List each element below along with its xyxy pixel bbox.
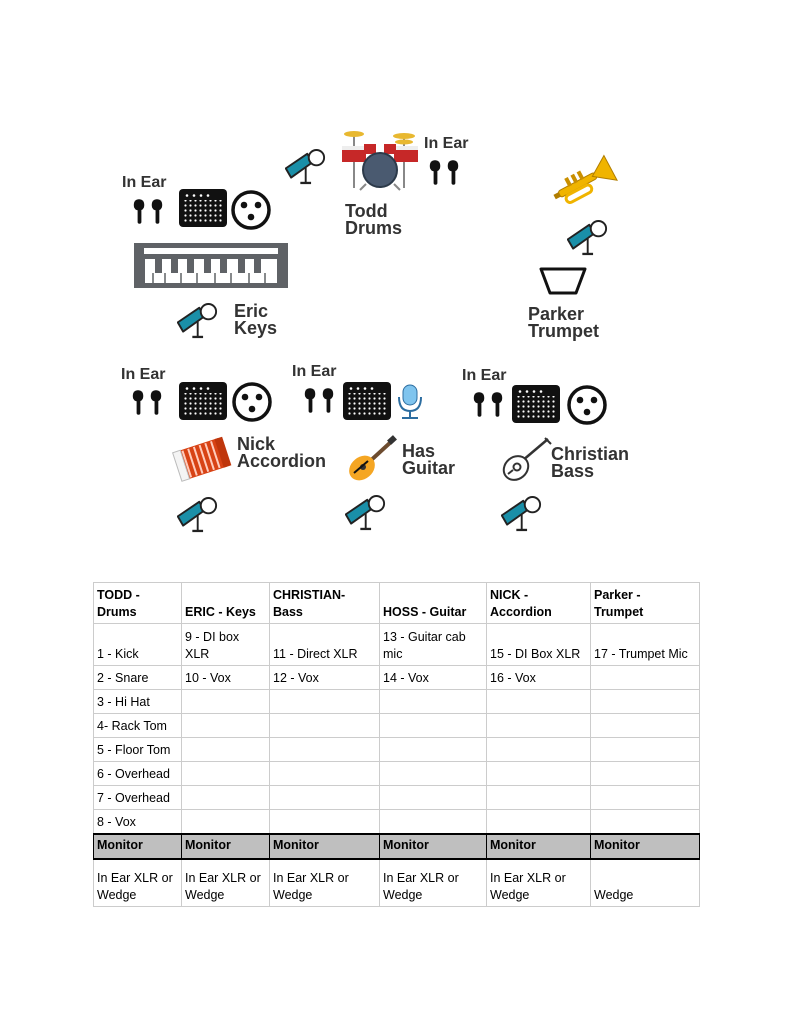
performer-role-eric: Keys xyxy=(234,318,278,338)
table-cell xyxy=(591,714,700,738)
amplifier-icon xyxy=(511,384,561,424)
table-row xyxy=(94,690,700,714)
table-row xyxy=(94,666,700,690)
table-row xyxy=(94,714,700,738)
monitor-header: Monitor xyxy=(182,834,270,859)
table-cell: 1 - Kick xyxy=(94,624,182,666)
table-cell xyxy=(182,738,270,762)
monitor-cell: In Ear XLR or Wedge xyxy=(182,859,270,907)
in-ear-monitor-icon xyxy=(471,390,505,419)
table-cell xyxy=(182,714,270,738)
table-cell xyxy=(591,666,700,690)
in-ear-monitor-icon xyxy=(427,158,461,187)
table-cell xyxy=(487,786,591,810)
monitor-header: Monitor xyxy=(380,834,487,859)
table-cell xyxy=(270,762,380,786)
table-cell: 9 - DI box XLR xyxy=(182,624,270,666)
header-nick: NICK - Accordion xyxy=(487,583,591,624)
table-cell: 13 - Guitar cab mic xyxy=(380,624,487,666)
monitor-cell: In Ear XLR or Wedge xyxy=(487,859,591,907)
table-cell xyxy=(380,786,487,810)
table-cell: 16 - Vox xyxy=(487,666,591,690)
in-ear-monitor-icon xyxy=(302,386,336,415)
header-eric: ERIC - Keys xyxy=(182,583,270,624)
xlr-connector-icon xyxy=(566,384,608,426)
table-cell xyxy=(270,810,380,835)
microphone-icon xyxy=(177,300,223,344)
table-cell xyxy=(487,714,591,738)
table-cell: 2 - Snare xyxy=(94,666,182,690)
input-list-table xyxy=(93,582,700,907)
table-row xyxy=(94,810,700,835)
microphone-icon xyxy=(567,217,613,261)
cab-mic-icon xyxy=(393,383,427,421)
monitor-row xyxy=(94,859,700,907)
microphone-icon xyxy=(345,492,391,536)
table-cell xyxy=(182,762,270,786)
performer-name-has: Has xyxy=(402,441,436,461)
electric-guitar-icon xyxy=(346,437,398,483)
table-cell: 5 - Floor Tom xyxy=(94,738,182,762)
monitor-header: Monitor xyxy=(94,834,182,859)
table-cell xyxy=(270,738,380,762)
xlr-connector-icon xyxy=(230,189,272,231)
table-cell: 11 - Direct XLR xyxy=(270,624,380,666)
monitor-cell: In Ear XLR or Wedge xyxy=(270,859,380,907)
table-cell xyxy=(591,738,700,762)
table-cell xyxy=(591,762,700,786)
table-cell: 3 - Hi Hat xyxy=(94,690,182,714)
table-row xyxy=(94,738,700,762)
table-cell xyxy=(591,786,700,810)
microphone-icon xyxy=(177,494,223,538)
table-cell xyxy=(182,810,270,835)
amplifier-icon xyxy=(178,381,228,421)
table-cell xyxy=(270,786,380,810)
microphone-icon xyxy=(501,493,547,537)
accordion-icon xyxy=(172,436,232,482)
in-ear-label: In Ear xyxy=(121,366,166,383)
header-parker: Parker - Trumpet xyxy=(591,583,700,624)
table-cell: 7 - Overhead xyxy=(94,786,182,810)
header-hoss: HOSS - Guitar xyxy=(380,583,487,624)
in-ear-label: In Ear xyxy=(122,174,167,191)
monitor-header: Monitor xyxy=(591,834,700,859)
amplifier-icon xyxy=(178,188,228,228)
performer-name-eric: Eric xyxy=(234,301,269,321)
performer-role-nick: Accordion xyxy=(237,451,327,471)
monitor-cell: Wedge xyxy=(591,859,700,907)
keyboard-icon xyxy=(134,243,288,288)
table-cell xyxy=(380,738,487,762)
performer-name-nick: Nick xyxy=(237,434,276,454)
table-cell xyxy=(487,762,591,786)
in-ear-label: In Ear xyxy=(292,363,337,380)
table-row xyxy=(94,786,700,810)
monitor-cell: In Ear XLR or Wedge xyxy=(380,859,487,907)
table-cell xyxy=(182,690,270,714)
table-cell xyxy=(380,810,487,835)
table-cell: 4- Rack Tom xyxy=(94,714,182,738)
header-christian: CHRISTIAN- Bass xyxy=(270,583,380,624)
table-cell xyxy=(591,690,700,714)
in-ear-label: In Ear xyxy=(424,135,469,152)
trumpet-icon xyxy=(550,152,618,210)
table-row xyxy=(94,762,700,786)
performer-name-christian: Christian xyxy=(551,444,630,464)
table-row xyxy=(94,624,700,666)
monitor-header: Monitor xyxy=(270,834,380,859)
performer-name-parker: Parker xyxy=(528,304,585,324)
table-cell: 6 - Overhead xyxy=(94,762,182,786)
performer-role-parker: Trumpet xyxy=(528,321,600,341)
table-cell xyxy=(182,786,270,810)
monitor-cell: In Ear XLR or Wedge xyxy=(94,859,182,907)
in-ear-monitor-icon xyxy=(130,388,164,417)
in-ear-monitor-icon xyxy=(131,197,165,226)
header-todd: TODD - Drums xyxy=(94,583,182,624)
table-cell: 14 - Vox xyxy=(380,666,487,690)
table-cell xyxy=(380,714,487,738)
xlr-connector-icon xyxy=(231,381,273,423)
monitor-header: Monitor xyxy=(487,834,591,859)
table-cell xyxy=(270,690,380,714)
table-cell xyxy=(270,714,380,738)
in-ear-label: In Ear xyxy=(462,367,507,384)
performer-role-christian: Bass xyxy=(551,461,595,481)
performer-name-todd: Todd xyxy=(345,201,388,221)
performer-role-has: Guitar xyxy=(402,458,456,478)
table-cell: 12 - Vox xyxy=(270,666,380,690)
table-cell: 15 - DI Box XLR xyxy=(487,624,591,666)
table-cell xyxy=(487,738,591,762)
table-cell xyxy=(380,690,487,714)
table-cell xyxy=(487,690,591,714)
amplifier-icon xyxy=(342,381,392,421)
table-cell xyxy=(487,810,591,835)
table-cell: 17 - Trumpet Mic xyxy=(591,624,700,666)
drumset-icon xyxy=(340,128,420,190)
header-row xyxy=(94,583,700,624)
microphone-icon xyxy=(285,146,331,190)
monitor-header-row xyxy=(94,834,700,859)
performer-role-todd: Drums xyxy=(345,218,403,238)
table-cell xyxy=(380,762,487,786)
table-cell: 10 - Vox xyxy=(182,666,270,690)
bass-guitar-icon xyxy=(500,437,552,483)
table-cell xyxy=(591,810,700,835)
wedge-monitor-icon xyxy=(538,266,588,296)
table-cell: 8 - Vox xyxy=(94,810,182,835)
